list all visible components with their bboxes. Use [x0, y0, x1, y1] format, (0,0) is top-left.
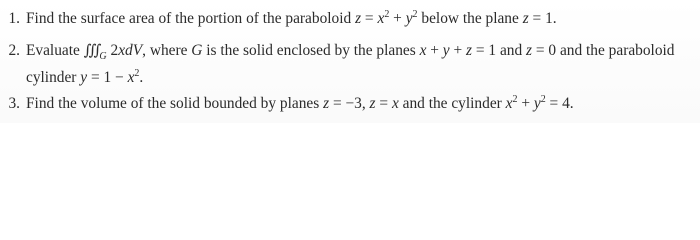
math-var: x — [419, 42, 427, 59]
math-var: z — [466, 42, 473, 59]
problem-1-text: Find the surface area of the portion of the paraboloid — [26, 10, 356, 27]
problem-3-text: and the cylinder — [398, 95, 506, 112]
math-exponent: 2 — [134, 68, 140, 79]
problem-2-text: , where — [142, 42, 192, 59]
problem-2-text: Evaluate — [26, 42, 84, 59]
math-var: z — [526, 42, 533, 59]
problem-2-text: = 0 and the paraboloid — [532, 42, 675, 59]
math-var: x — [118, 42, 126, 59]
math-var: G — [99, 51, 107, 62]
problem-2-number: 2. — [8, 42, 20, 59]
math-exponent: 2 — [512, 94, 518, 105]
math-var: y — [442, 42, 450, 59]
math-op: + — [426, 42, 443, 59]
math-var: y — [405, 10, 413, 27]
problem-1-text: below the plane — [417, 10, 523, 27]
math-op: = −3, — [329, 95, 370, 112]
math-var: z — [355, 10, 362, 27]
math-exponent: 2 — [412, 9, 418, 20]
math-var: z — [522, 10, 529, 27]
math-op: = 1 − — [87, 69, 128, 86]
math-op: + — [517, 95, 534, 112]
math-op: = — [375, 95, 392, 112]
problem-1-number: 1. — [8, 10, 20, 27]
math-op: = 4. — [545, 95, 574, 112]
math-op: + — [449, 42, 467, 59]
math-var: dV — [125, 42, 143, 59]
problem-2-continuation — [26, 69, 143, 87]
problem-2 — [0, 41, 675, 60]
math-var: x — [391, 95, 399, 112]
problem-3 — [0, 95, 574, 113]
problem-3-number: 3. — [8, 95, 20, 112]
problem-1 — [0, 10, 557, 28]
math-var: x — [505, 95, 513, 112]
problem-2-text: cylinder — [26, 69, 81, 86]
math-exponent: 2 — [384, 9, 390, 20]
math-op: + — [389, 10, 406, 27]
math-exponent: 2 — [540, 94, 546, 105]
math-op: . — [139, 69, 144, 86]
math-var: x — [127, 69, 135, 86]
problem-3-text: Find the volume of the solid bounded by planes — [26, 95, 324, 112]
math-var: z — [323, 95, 330, 112]
math-var: x — [377, 10, 385, 27]
problem-2-text: is the solid enclosed by the planes — [202, 42, 420, 59]
problem-2-text: = 1 and — [472, 42, 527, 59]
triple-integral-symbol: ∭ — [83, 41, 100, 59]
math-var: y — [533, 95, 541, 112]
math-var: z — [369, 95, 376, 112]
math-coef: 2 — [106, 42, 119, 59]
math-var: y — [80, 69, 88, 86]
math-var: G — [191, 42, 203, 59]
math-op: = 1. — [528, 10, 557, 27]
math-op: = — [361, 10, 378, 27]
